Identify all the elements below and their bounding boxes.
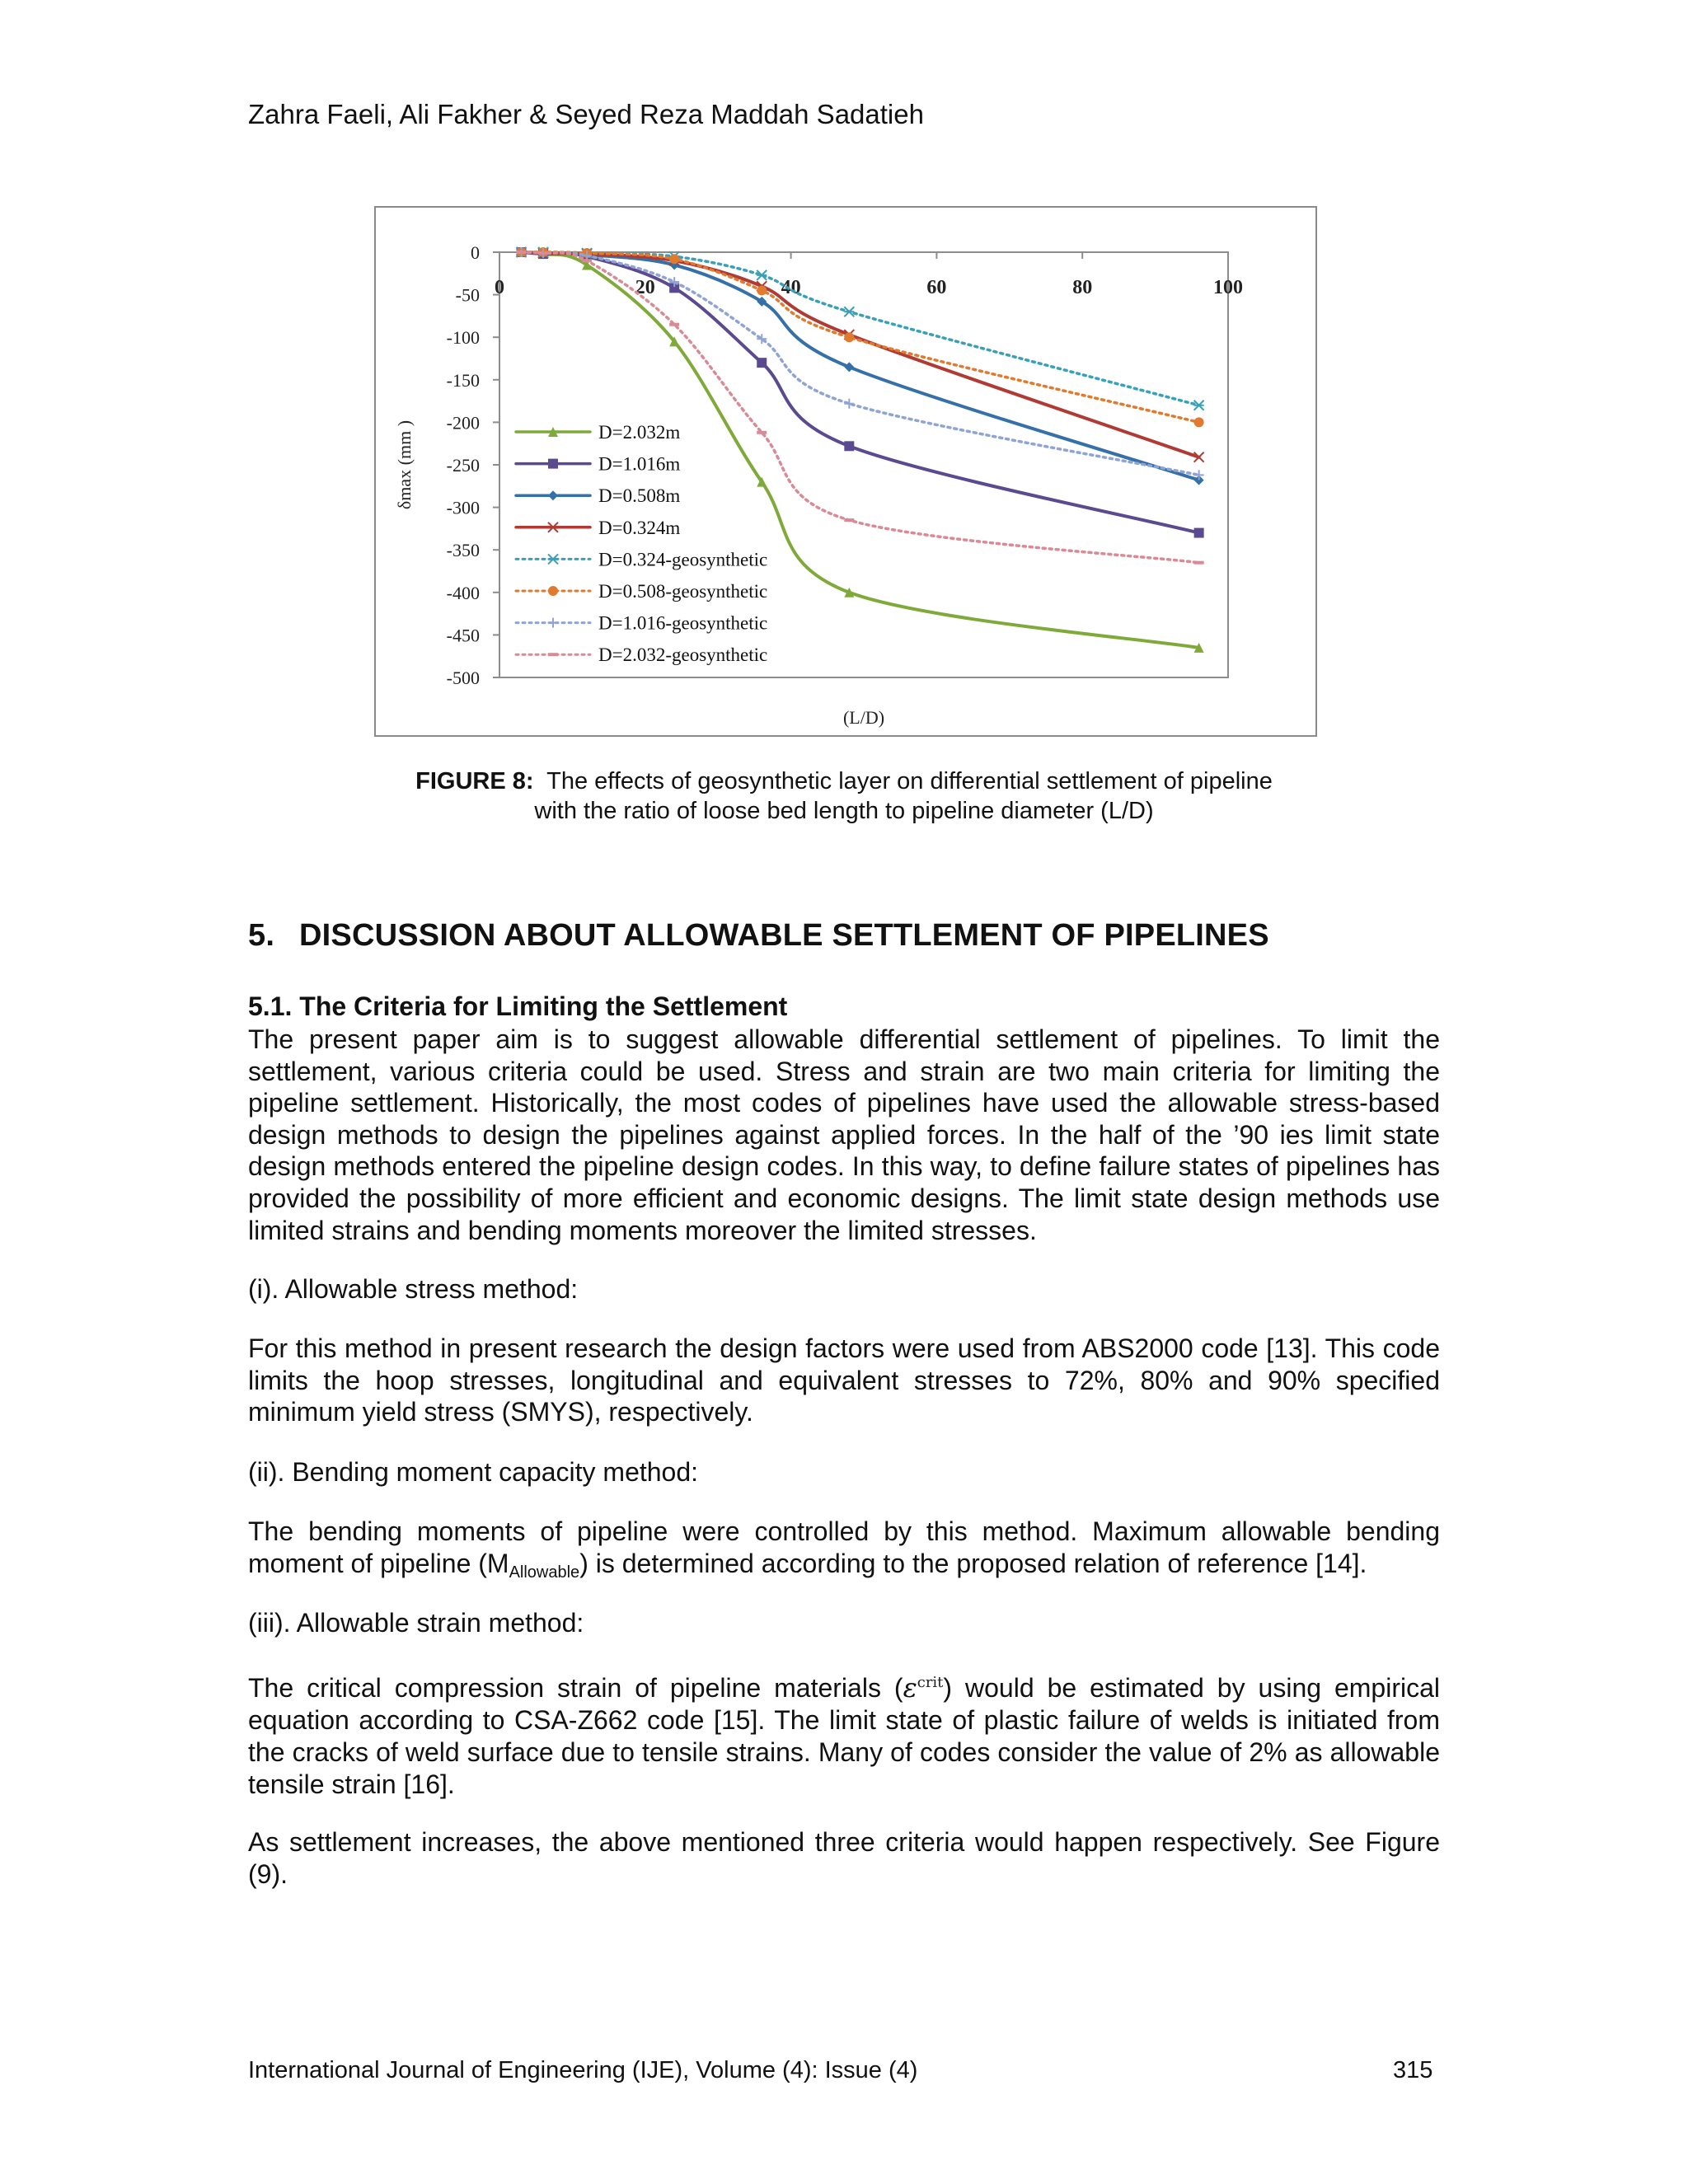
data-point: [1194, 528, 1204, 538]
legend-label: D=0.508m: [598, 485, 681, 507]
legend-entry: [516, 613, 767, 634]
legend-label: D=0.508-geosynthetic: [598, 581, 768, 602]
series-line: [522, 252, 1199, 480]
legend-entry: [516, 518, 680, 538]
settlement-chart: [376, 208, 1315, 735]
x-tick-label: 60: [926, 277, 947, 298]
legend-label: D=1.016m: [598, 453, 681, 475]
data-point: [844, 332, 854, 342]
data-point: [669, 254, 679, 264]
footer-page-number: 315: [1393, 2057, 1433, 2083]
data-point: [844, 441, 854, 451]
data-point: [757, 285, 767, 295]
data-point: [844, 362, 854, 372]
method-1-title: (i). Allowable stress method:: [248, 1274, 579, 1304]
y-tick-label: -400: [446, 582, 480, 603]
figure-label: FIGURE 8:: [415, 768, 534, 794]
x-axis-label: (L/D): [842, 707, 885, 728]
y-tick-label: -150: [446, 369, 480, 391]
crit-superscript: crit: [917, 1674, 944, 1691]
x-tick-label: 20: [635, 277, 655, 298]
section-title: DISCUSSION ABOUT ALLOWABLE SETTLEMENT OF PIPELINES: [299, 918, 1269, 953]
method-2-title: (ii). Bending moment capacity method:: [248, 1457, 699, 1487]
y-tick-label: -350: [446, 540, 480, 561]
data-point: [517, 251, 527, 254]
x-tick-label: 0: [495, 277, 504, 298]
method-3-title: (iii). Allowable strain method:: [248, 1608, 584, 1638]
caption-line-2: with the ratio of loose bed length to pipeline diameter (L/D): [534, 798, 1154, 824]
y-tick-label: -100: [446, 327, 480, 349]
legend-marker: [548, 490, 558, 500]
subsection-heading: 5.1. The Criteria for Limiting the Settlement: [248, 991, 788, 1021]
legend-entry: [516, 644, 767, 665]
legend-label: D=0.324-geosynthetic: [598, 549, 768, 570]
legend-label: D=1.016-geosynthetic: [598, 612, 768, 634]
method-3-text: [248, 1666, 1440, 1801]
epsilon-crit-symbol: [903, 1672, 944, 1704]
legend-label: D=0.324m: [598, 517, 681, 538]
legend-marker: [548, 586, 558, 596]
section-number: 5.: [248, 918, 275, 953]
running-header: Zahra Faeli, Ali Fakher & Seyed Reza Maddah Sadatieh: [248, 99, 924, 129]
data-point: [582, 259, 592, 262]
y-tick-label: -250: [446, 455, 480, 476]
m-allowable-subscript: Allowable: [509, 1563, 580, 1582]
y-axis-label: δmax (mm ): [394, 419, 415, 510]
x-tick-label: 100: [1213, 277, 1243, 298]
series-line: [522, 252, 1199, 405]
data-point: [1194, 417, 1204, 427]
method-3-text-b: ) would be estimated by using empirical equation according to CSA-Z662 code [15]. The limit state of plastic failure of welds is initiated from the cracks of weld surface due to tensile strains. Many of codes consider the value of 2% as allowable tensile strain [16].: [248, 1673, 1441, 1799]
data-point: [1194, 401, 1204, 410]
data-point: [844, 307, 854, 316]
figure-8: [374, 206, 1317, 737]
paragraph-intro: The present paper aim is to suggest allowable differential settlement of pipelines. To limit the settlement, various criteria could be used. Stress and strain are two main criteria for limiting the pipeline settlement. Historically, the most codes of pipelines have used the allowable stress-based design methods to design the pipelines against applied forces. In the half of the ’90 ies limit state design methods entered the pipeline design codes. In this way, to define failure states of pipelines has provided the possibility of more efficient and economic designs. The limit state design methods use limited strains and bending moments moreover the limited stresses.: [248, 1024, 1440, 1245]
y-tick-label: -300: [446, 497, 480, 518]
x-tick-label: 40: [781, 277, 801, 298]
legend-entry: [516, 454, 680, 475]
data-point: [757, 270, 767, 280]
method-2-text: [248, 1516, 1440, 1588]
legend-marker: [548, 459, 558, 469]
y-tick-label: -50: [455, 284, 480, 306]
epsilon-glyph: ε: [903, 1672, 917, 1704]
data-point: [844, 399, 854, 409]
data-point: [757, 358, 767, 368]
method-2-text-b: ) is determined according to the proposed relation of reference [14].: [579, 1548, 1367, 1578]
data-point: [1194, 561, 1204, 565]
paragraph-conclusion: As settlement increases, the above mentioned three criteria would happen respectively. See Figure (9).: [248, 1827, 1440, 1889]
method-1-text: For this method in present research the design factors were used from ABS2000 code [13]. This code limits the hoop stresses, longitudinal and equivalent stresses to 72%, 80% and 90% specified minimum yield stress (SMYS), respectively.: [248, 1333, 1440, 1427]
legend-entry: [516, 581, 767, 602]
y-tick-label: 0: [471, 242, 480, 263]
legend-entry: [516, 422, 680, 443]
method-2-text-a: The bending moments of pipeline were controlled by this method. Maximum allowable bending moment of pipeline (M: [248, 1516, 1440, 1578]
x-tick-label: 80: [1072, 277, 1093, 298]
data-point: [844, 518, 854, 522]
series-5: [517, 247, 1204, 410]
y-tick-label: -200: [446, 412, 480, 434]
figure-caption: [0, 766, 1688, 826]
y-tick-label: -450: [446, 625, 480, 646]
footer-journal: International Journal of Engineering (IJE), Volume (4): Issue (4): [248, 2057, 918, 2083]
legend-marker: [548, 653, 558, 656]
caption-line-1: The effects of geosynthetic layer on differential settlement of pipeline: [546, 768, 1273, 794]
legend-label: D=2.032m: [598, 422, 681, 443]
data-point: [757, 431, 767, 434]
legend-label: D=2.032-geosynthetic: [598, 644, 768, 666]
y-tick-label: -500: [446, 668, 480, 688]
section-heading: [248, 918, 1269, 954]
legend-marker: [548, 554, 558, 564]
data-point: [538, 251, 548, 255]
legend-entry: [516, 549, 767, 569]
method-3-text-a: The critical compression strain of pipeline materials (: [248, 1673, 903, 1703]
legend-entry: [516, 485, 680, 506]
data-point: [669, 323, 679, 326]
legend-marker: [548, 618, 558, 628]
